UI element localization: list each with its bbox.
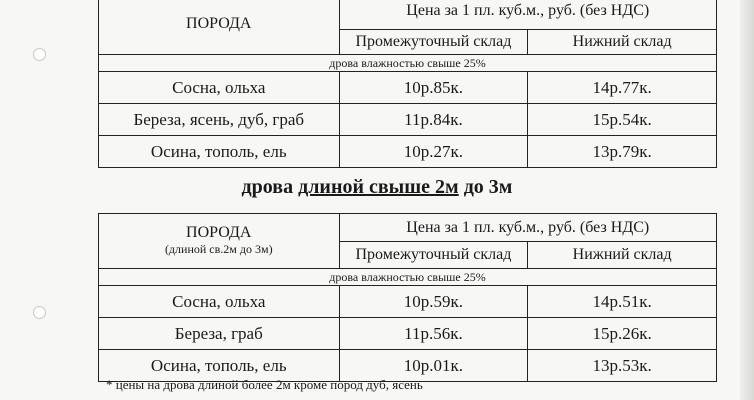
price-intermediate: 11р.56к.: [339, 318, 528, 350]
price-intermediate: 10р.01к.: [339, 350, 528, 382]
table-row: [99, 72, 717, 104]
price-lower: 13р.79к.: [528, 136, 717, 168]
header-price: Цена за 1 пл. куб.м., руб. (без НДС): [339, 0, 716, 30]
price-lower: 15р.26к.: [528, 318, 717, 350]
price-intermediate: 10р.59к.: [339, 286, 528, 318]
header-lower-warehouse: Нижний склад: [528, 30, 717, 55]
humidity-note: дрова влажностью свыше 25%: [99, 269, 717, 286]
footnote: * цены на дрова длиной более 2м кроме пород дуб, ясень: [106, 377, 423, 392]
price-intermediate: 10р.85к.: [339, 72, 528, 104]
heading-suffix: до 3м: [458, 176, 513, 198]
table-row: [99, 318, 717, 350]
section-heading: [0, 176, 754, 199]
species-cell: Сосна, ольха: [99, 286, 340, 318]
header-intermediate-warehouse: Промежуточный склад: [339, 30, 528, 55]
table-row: [99, 104, 717, 136]
header-poroda: [99, 214, 340, 269]
page-edge: [740, 0, 754, 400]
price-lower: 15р.54к.: [528, 104, 717, 136]
table-row: [99, 286, 717, 318]
header-poroda-label: ПОРОДА: [186, 224, 252, 241]
species-cell: Осина, тополь, ель: [99, 350, 340, 382]
price-lower: 14р.77к.: [528, 72, 717, 104]
price-table-1: [98, 0, 717, 168]
price-intermediate: 10р.27к.: [339, 136, 528, 168]
heading-prefix: дрова: [241, 176, 299, 198]
punch-hole: [33, 306, 46, 319]
species-cell: Осина, тополь, ель: [99, 136, 340, 168]
punch-hole: [33, 48, 46, 61]
header-poroda: ПОРОДА: [99, 0, 340, 55]
price-intermediate: 11р.84к.: [339, 104, 528, 136]
species-cell: Береза, граб: [99, 318, 340, 350]
header-price: Цена за 1 пл. куб.м., руб. (без НДС): [339, 214, 716, 242]
humidity-note: дрова влажностью свыше 25%: [99, 55, 717, 72]
header-poroda-note: (длиной св.2м до 3м): [164, 242, 273, 256]
header-lower-warehouse: Нижний склад: [528, 242, 717, 269]
heading-underlined: длиной свыше 2м: [298, 176, 459, 198]
price-lower: 13р.53к.: [528, 350, 717, 382]
species-cell: Береза, ясень, дуб, граб: [99, 104, 340, 136]
price-lower: 14р.51к.: [528, 286, 717, 318]
table-row: [99, 136, 717, 168]
price-table-2: [98, 213, 717, 382]
header-intermediate-warehouse: Промежуточный склад: [339, 242, 528, 269]
species-cell: Сосна, ольха: [99, 72, 340, 104]
